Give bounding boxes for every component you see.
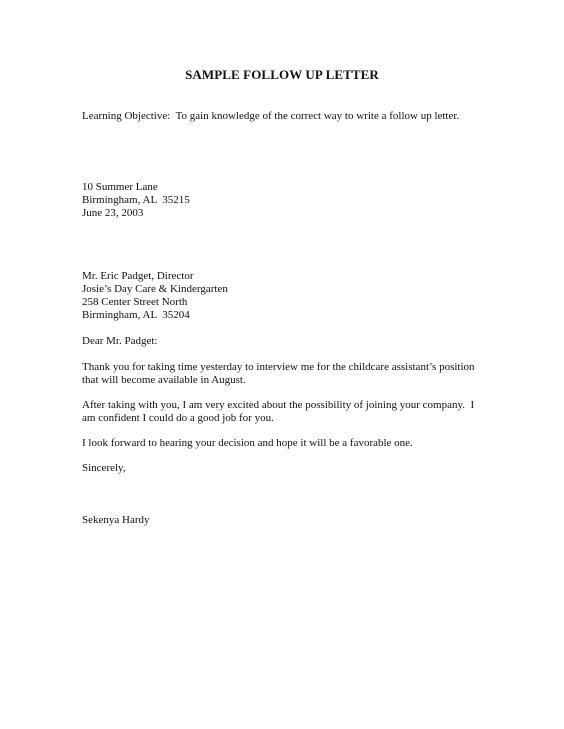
- closing: [82, 462, 126, 475]
- recipient-city: Birmingham, AL 35204: [82, 309, 190, 321]
- paragraph-line: that will become available in August.: [82, 374, 246, 386]
- recipient-address: [82, 270, 228, 322]
- salutation: [82, 335, 157, 348]
- paragraph-closing: [82, 437, 492, 450]
- paragraph-line: I look forward to hearing your decision and hope it will be a favorable one.: [82, 437, 413, 449]
- recipient-name: Mr. Eric Padget, Director: [82, 270, 194, 282]
- sender-street: 10 Summer Lane: [82, 181, 158, 193]
- signature-name: Sekenya Hardy: [82, 514, 150, 526]
- salutation-text: Dear Mr. Padget:: [82, 335, 158, 347]
- learning-objective: Learning Objective: To gain knowledge of the correct way to write a follow up letter.: [82, 110, 460, 122]
- paragraph-line: am confident I could do a good job for you.: [82, 412, 274, 424]
- sender-address: [82, 181, 190, 220]
- paragraph-line: Thank you for taking time yesterday to interview me for the childcare assistant’s position: [82, 361, 475, 373]
- closing-text: Sincerely,: [82, 462, 126, 474]
- paragraph-thank-you: [82, 361, 492, 387]
- signature: [82, 514, 150, 527]
- letter-date: June 23, 2003: [82, 207, 144, 219]
- paragraph-excited: [82, 399, 492, 425]
- recipient-company: Josie’s Day Care & Kindergarten: [82, 283, 228, 295]
- page-title: SAMPLE FOLLOW UP LETTER: [185, 67, 379, 82]
- recipient-street: 258 Center Street North: [82, 296, 188, 308]
- paragraph-line: After taking with you, I am very excited about the possibility of joining your company. I: [82, 399, 475, 411]
- sender-city: Birmingham, AL 35215: [82, 194, 190, 206]
